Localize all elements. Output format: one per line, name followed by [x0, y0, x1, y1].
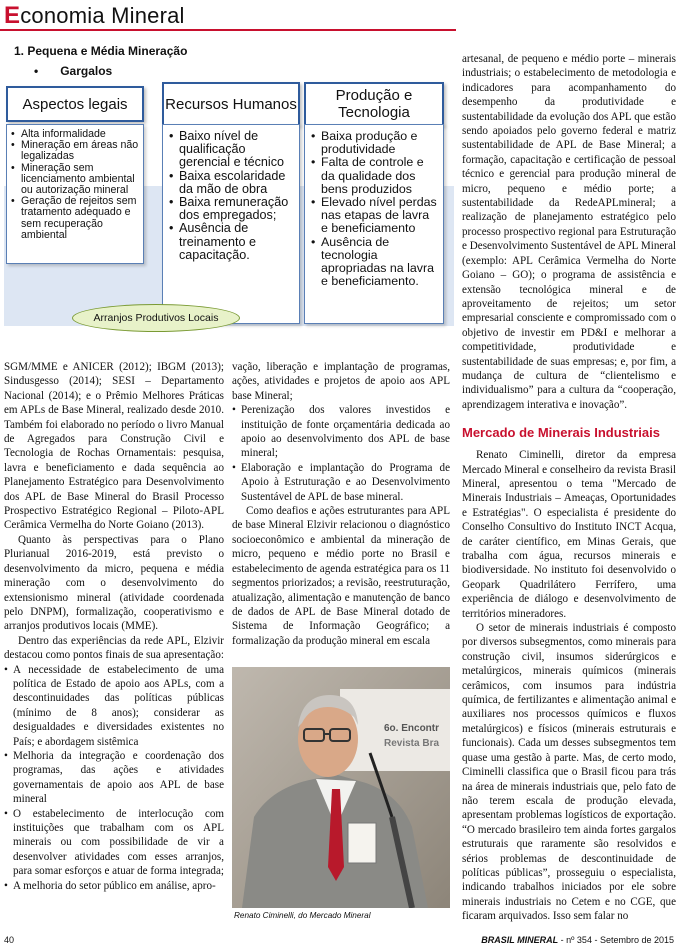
header-initial: E: [4, 2, 21, 29]
paragraph: SGM/MME e ANICER (2012); IBGM (2013); Sindusgesso (2014); SESI – Departamento Nacional (2014); e o Prêmio Melhores Práticas em APLs de Base Mineral, realizado desde 2010. Também foi elaborado no período o livro Manual de Agregados para Construção Civil e Tecnologia de Rochas Ornamentais: pesquisa, lavra e beneficiamento e dada sequência ao Planejamento Estratégico para Desenvolvimento dos APL de Base Mineral do Brasil Processo Prospectivo Estratégico Regional – Piloto-APL Cerâmica Vermelha do Norte Goiano (2013).: [4, 361, 224, 532]
list-item: • Ausência de treinamento e capacitação.: [169, 222, 293, 262]
paragraph: vação, liberação e implantação de programas, ações, atividades e projetos de apoio aos APL base Mineral;: [232, 361, 450, 402]
paragraph: Renato Ciminelli, diretor da empresa Mercado Mineral e conselheiro da revista Brasil Mineral, apresentou o tema "Mercado de Minerais Industriais – Ameaças, Oportunidades e Estratégias". O especialista é presidente do Conselho Consultivo do Instituto INCT Acqua, de caráter científico, em Minas Gerais, que trabalha com água, recursos minerais e biodiversidade. No instituto foi desenvolvido o Geopark Quadrilátero Ferrífero, uma experiência de diálogo e desenvolvimento de territórios mineradores.: [462, 449, 676, 620]
list-item: • Perenização dos valores investidos e instituição de fonte orçamentária dedicada ao apoio ao desenvolvimento dos APL de base mineral;: [232, 403, 450, 461]
head-producao-tecnologia: Produção e Tecnologia: [304, 82, 444, 126]
apl-oval-label: Arranjos Produtivos Locais: [72, 304, 240, 332]
list-item: • Alta informalidade: [11, 129, 139, 140]
paragraph: Dentro das experiências da rede APL, Elzivir destacou como pontos finais de sua apresentação:: [4, 634, 224, 662]
list-item: • Mineração sem licenciamento ambiental ou autorização mineral: [11, 163, 139, 197]
magazine-name: BRASIL MINERAL: [481, 935, 559, 945]
text-column-middle: [232, 360, 450, 648]
list-item: • Baixa produção e produtividade: [311, 130, 437, 156]
issue-info: - nº 354 - Setembro de 2015: [558, 935, 674, 945]
header-rule: [0, 29, 456, 31]
paragraph: artesanal, de pequeno e médio porte – minerais industriais; o estabelecimento de metodologia e indicadores para acompanhamento do desempenho da produtividade e sustentabilidade da evolução dos APL que estão sendo apoiados pelo governo federal e matriz sustentabilidade de APL de Base Mineral; a formação, capacitação e certificação de pessoal técnico e gerencial para produção mineral de micro, pequeno e médio porte; a sustentabilidade da RedeAPLmineral; a realização de planejamento estratégico pelo processo prospectivo regional para Estruturação e Desenvolvimento Sustentável de APL Mineral (exemplo: APL Cerâmica Vermelha do Norte Goiano – GO); o programa de assistência e extensão tecnológica mineral e de aproveitamento de rejeitos; um setor empresarial consciente e compromissado com o objetivo de investir em PD&I e melhorar a competitividade, produtividade e sustentabilidade de suas empresas; e, por fim, a mudança de cultura de “clientelismo e individualismo” para a cultura da “cooperação, aprendizagem interativa e inovação”.: [462, 53, 676, 411]
list-item: • Baixo nível de qualificação gerencial e técnico: [169, 130, 293, 170]
text-column-left: [4, 360, 224, 893]
list-item: • O estabelecimento de interlocução com instituições que trabalham com os APL minerais ou com possibilidade de vir a desenvolver atividades com esses arranjos, para somar esforços e atuar de forma integrada;: [4, 807, 224, 879]
magazine-footer: [481, 935, 674, 945]
speaker-photo: [232, 667, 450, 908]
head-aspectos-legais: Aspectos legais: [6, 86, 144, 122]
paragraph: Quanto às perspectivas para o Plano Plurianual 2016-2019, está previsto o desenvolvimento da micro, pequena e média mineração com o desenvolvimento do extensionismo mineral (atividade coordenada pelo DNPM), formalização, cooperativismo e arranjos produtivos locais (MME).: [4, 533, 224, 633]
column-aspectos-legais: [6, 124, 144, 264]
photo-caption: Renato Ciminelli, do Mercado Mineral: [234, 911, 371, 920]
list-item: • Melhoria da integração e coordenação dos programas, das ações e atividades governamentais de apoio aos APL de base mineral: [4, 749, 224, 807]
paragraph: Como deafios e ações estruturantes para APL de base Mineral Elzivir relacionou o diagnóstico socioeconômico e ambiental da mineração de micro, pequeno e médio porte no Brasil e estabelecimento de agenda estratégica para os 11 segmentos priorizados; a revisão, reestruturação, atualização, alimentação e manutenção de banco de dados de APL de Base Mineral dotado de Sistema de Informação Geográfico; a formalização da produção mineral em escala: [232, 505, 450, 647]
list-item: • Elaboração e implantação do Programa de Apoio à Estruturação e ao Desenvolvimento Sustentável de APL de base mineral.: [232, 461, 450, 504]
list-item: • Elevado nível perdas nas etapas de lavra e beneficiamento: [311, 196, 437, 236]
paragraph: O setor de minerais industriais é composto por diversos subsegmentos, como minerais para construção civil, insumos siderúrgicos e metalúrgicos, minerais químicos (minerais cerâmicos, com insumos para indústria química, de fertilizantes e alimentação animal e auxiliares nos processos químicos e fluxos metalúrgicos) e físicos (minerais estruturais e funcionais). Cada um desses subsegmentos tem quase uma gestão à parte. Mas, de certo modo, Ciminelli classifica que o Brasil ficou para trás na área de minerais industriais que, pelo fato de não terem escala de produção elevada, apresentam problemas logísticos de exportação. “O mercado brasileiro tem ainda fortes gargalos estruturais que raramente são resolvidos e sérios problemas de descontinuidade de políticas públicas”, prosseguiu o especialista, indicando trabalhos iniciados por ele sobre minerais industriais no Cetem e no CGE, que ficaram arquivados. Isso sem falar no: [462, 622, 676, 923]
head-recursos-humanos: Recursos Humanos: [162, 82, 300, 126]
speaker-photo-illustration: [232, 667, 450, 908]
subtitle-text: Gargalos: [60, 64, 113, 78]
list-item: • Mineração em áreas não legalizadas: [11, 140, 139, 162]
list-item: • Falta de controle e da qualidade dos bens produzidos: [311, 156, 437, 196]
list-item: • A melhoria do setor público em análise, apro-: [4, 879, 224, 893]
list-item: • Baixa remuneração dos empregados;: [169, 196, 293, 222]
diagram-subtitle: [34, 64, 112, 78]
header-rest: conomia Mineral: [20, 3, 185, 28]
section-heading: Mercado de Minerais Industriais: [462, 425, 660, 441]
list-item: • A necessidade de estabelecimento de uma política de Estado de apoio aos APLs, com a descontinuidades das políticas públicas (mínimo de 8 anos); considerar as desigualdades e diversidades existentes no País; e abordagem sistêmica: [4, 663, 224, 749]
diagram-title: 1. Pequena e Média Mineração: [14, 44, 188, 58]
bottlenecks-diagram: [4, 80, 454, 334]
page-number: 40: [4, 935, 15, 945]
list-item: • Geração de rejeitos sem tratamento adequado e sem recuperação ambiental: [11, 196, 139, 241]
section-header: [4, 2, 185, 28]
text-column-right: [462, 52, 676, 924]
list-item: • Baixa escolaridade da mão de obra: [169, 170, 293, 196]
column-producao-tecnologia: [304, 124, 444, 324]
list-item: • Ausência de tecnologia apropriadas na lavra e beneficiamento.: [311, 236, 437, 289]
sign-text-1: 6o. Encontr: [384, 723, 440, 734]
sign-text-2: Revista Bra: [384, 738, 440, 749]
subtitle-bullet: •: [34, 64, 39, 78]
column-recursos-humanos: [162, 124, 300, 324]
